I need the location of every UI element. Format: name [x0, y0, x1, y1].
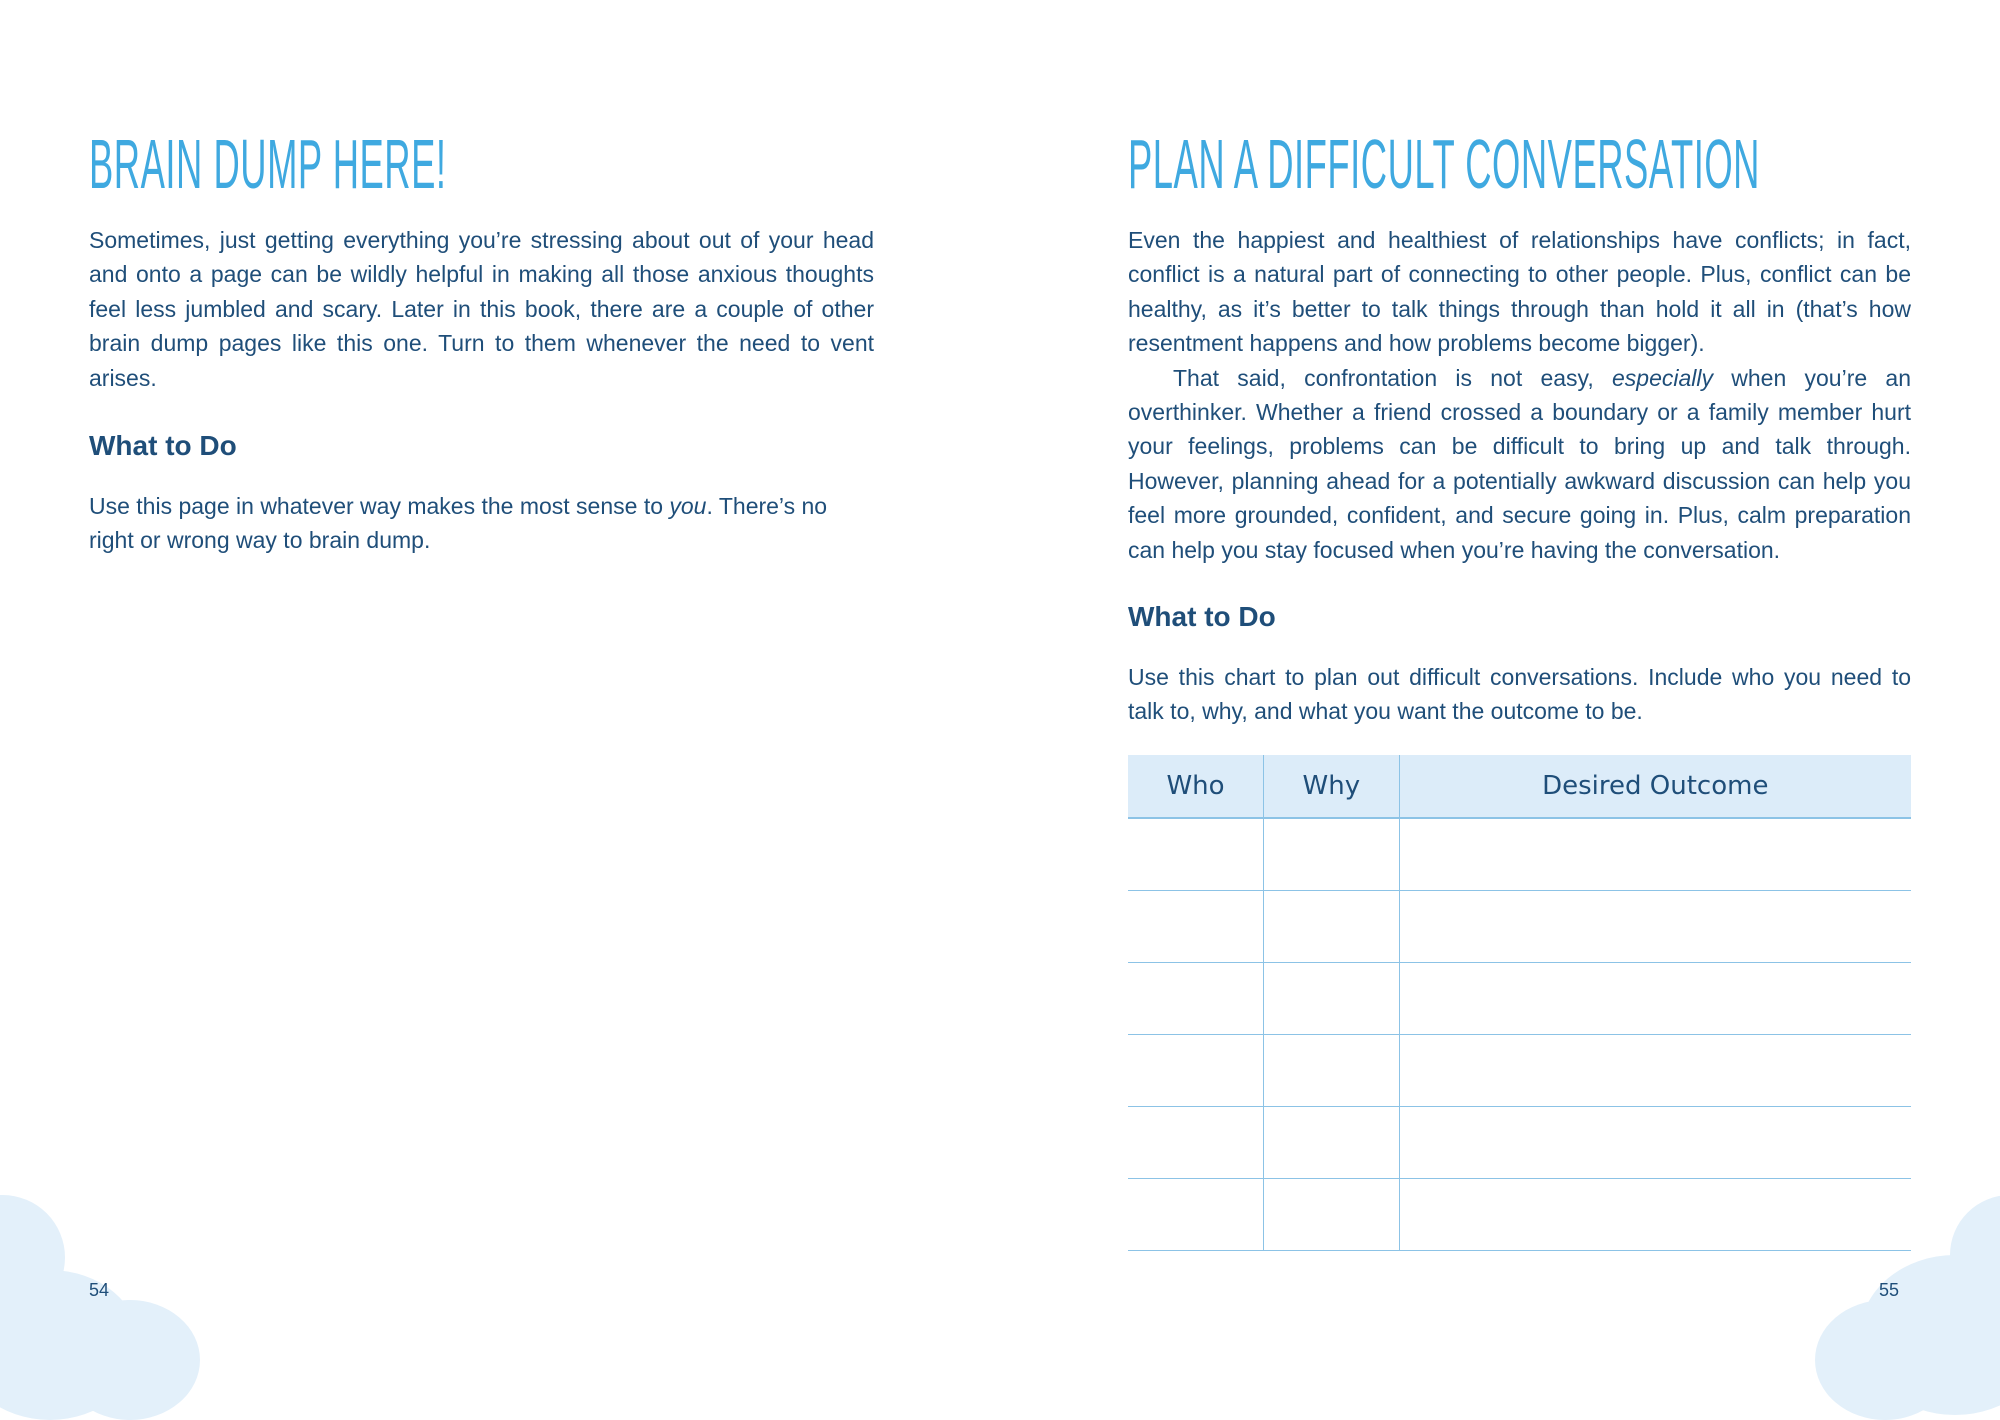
table-cell[interactable] — [1128, 891, 1264, 963]
page-title: PLAN A DIFFICULT CONVERSATION — [1128, 125, 1760, 203]
table-cell[interactable] — [1128, 818, 1264, 891]
left-page — [89, 0, 874, 1363]
table-cell[interactable] — [1128, 1035, 1264, 1107]
instructions-emphasis: you — [669, 493, 707, 519]
page-title: BRAIN DUMP HERE! — [89, 125, 447, 203]
table-cell[interactable] — [1399, 963, 1911, 1035]
paragraph-1: Even the happiest and healthiest of relationships have conflicts; in fact, conflict is a natural part of connecting to other people. Plus, conflict can be healthy, as it’s better to talk things through than hold it all in (that’s how resentment happens and how problems become bigger). — [1128, 227, 1911, 357]
table-cell[interactable] — [1264, 891, 1400, 963]
table-row — [1128, 818, 1911, 891]
body-text — [1128, 223, 1911, 567]
section-heading: What to Do — [1128, 601, 1276, 632]
conversation-plan-table — [1128, 755, 1911, 1251]
right-page — [1128, 0, 1911, 1363]
table-cell[interactable] — [1264, 818, 1400, 891]
instructions-text: Use this page in whatever way makes the most sense to — [89, 493, 670, 519]
table-row — [1128, 1179, 1911, 1251]
table-cell[interactable] — [1399, 818, 1911, 891]
table-cell[interactable] — [1264, 1035, 1400, 1107]
column-header-who: Who — [1128, 755, 1264, 818]
table-cell[interactable] — [1399, 1035, 1911, 1107]
table-cell[interactable] — [1399, 891, 1911, 963]
instructions-text: Use this chart to plan out difficult conversations. Include who you need to talk to, why, and what you want the outcome to be. — [1128, 664, 1911, 725]
page-number: 55 — [1878, 1280, 1899, 1300]
column-header-why: Why — [1264, 755, 1400, 818]
section-heading: What to Do — [89, 430, 237, 461]
paragraph-2 — [1128, 361, 1911, 567]
intro-paragraph — [89, 223, 874, 395]
table-cell[interactable] — [1264, 963, 1400, 1035]
paragraph-2-start: That said, confrontation is not easy, — [1173, 364, 1612, 391]
table-cell[interactable] — [1128, 963, 1264, 1035]
table-cell[interactable] — [1264, 1107, 1400, 1179]
table-cell[interactable] — [1128, 1179, 1264, 1251]
instructions-text-end: . There’s no right or wrong way to brain dump. — [89, 493, 828, 554]
table-row — [1128, 1107, 1911, 1179]
table-row — [1128, 963, 1911, 1035]
paragraph-2-emphasis: especially — [1612, 364, 1713, 391]
paragraph-2-end: when you’re an overthinker. Whether a friend crossed a boundary or a family member hurt your feelings, problems can be difficult to bring up and talk through. However, planning ahead for a potentially awkward discussion can help you feel more grounded, confident, and secure going in. Plus, calm preparation can help you stay focused when you’re having the conversation. — [1128, 364, 1911, 563]
table-row — [1128, 891, 1911, 963]
instructions-paragraph — [1128, 660, 1911, 729]
table-cell[interactable] — [1264, 1179, 1400, 1251]
table-row — [1128, 1035, 1911, 1107]
table-cell[interactable] — [1399, 1107, 1911, 1179]
column-header-desired-outcome: Desired Outcome — [1399, 755, 1911, 818]
table-cell[interactable] — [1128, 1107, 1264, 1179]
intro-text: Sometimes, just getting everything you’re stressing about out of your head and onto a page can be wildly helpful in making all those anxious thoughts feel less jumbled and scary. Later in this book, there are a couple of other brain dump pages like this one. Turn to them whenever the need to vent arises. — [89, 227, 874, 391]
instructions-paragraph — [89, 489, 874, 558]
page-number: 54 — [89, 1280, 110, 1300]
table-cell[interactable] — [1399, 1179, 1911, 1251]
